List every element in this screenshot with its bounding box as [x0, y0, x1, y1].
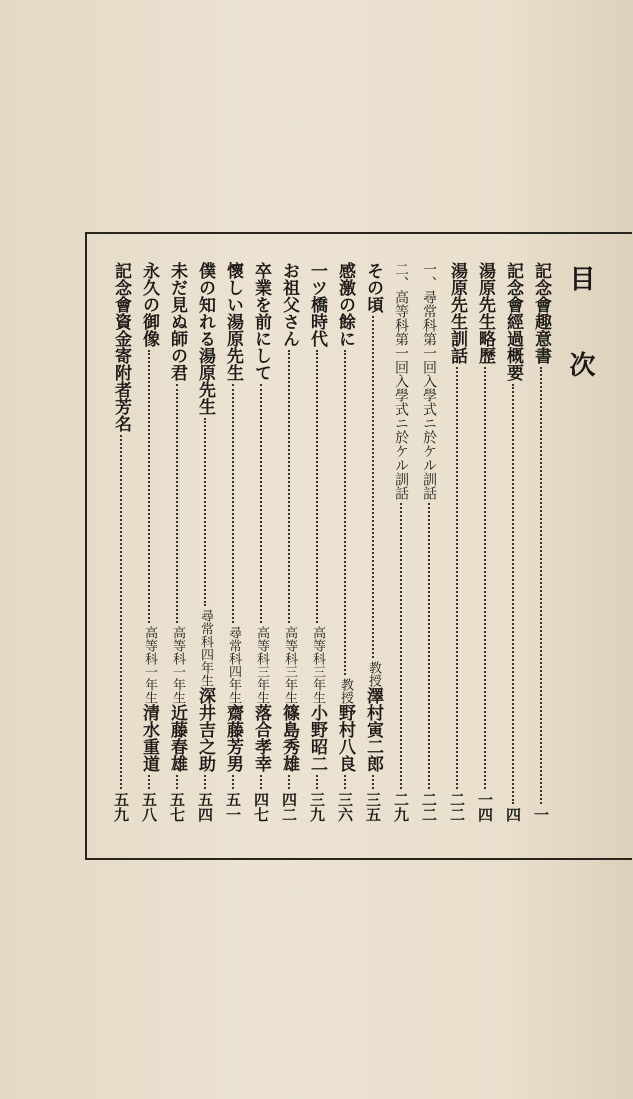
leader-dots: [512, 384, 514, 804]
leader-dots: [344, 775, 346, 789]
toc-entry[interactable]: [443, 262, 471, 822]
toc-entry-page-number: 五九: [112, 792, 130, 822]
author-affiliation: 教授: [338, 678, 353, 704]
author-name: 近藤春雄: [167, 704, 187, 772]
toc-entry-author: [331, 678, 359, 772]
toc-entry[interactable]: [163, 262, 191, 822]
leader-dots: [288, 775, 290, 789]
leader-dots: [484, 367, 486, 789]
toc-entry-page-number: 二二: [420, 792, 438, 822]
toc-entry-title: 僕の知れる湯原先生: [195, 262, 215, 415]
toc-entry-page-number: 五一: [224, 792, 242, 822]
author-name: 清水重道: [139, 704, 159, 772]
leader-dots: [260, 775, 262, 789]
author-affiliation: 教授: [366, 661, 381, 687]
leader-dots: [176, 384, 178, 623]
toc-entry-author: [359, 661, 387, 772]
toc-entry-page-number: 二九: [392, 792, 410, 822]
toc-entry-title: その頃: [363, 262, 383, 313]
toc-entry-page-number: 五八: [140, 792, 158, 822]
toc-entry-author: [219, 626, 247, 772]
toc-entry-title: 記念會經過概要: [503, 262, 523, 381]
toc-entry-page-number: 五七: [168, 792, 186, 822]
author-affiliation: 高等科三年生: [310, 626, 325, 704]
toc-entry-author: [247, 626, 275, 772]
leader-dots: [400, 503, 402, 789]
leader-dots: [176, 775, 178, 789]
toc-entry-title: 記念會資金寄附者芳名: [111, 262, 131, 432]
toc-entry-page-number: 四: [504, 807, 522, 822]
toc-entry-title: 懷しい湯原先生: [223, 262, 243, 381]
toc-entry-title: 湯原先生略歷: [475, 262, 495, 364]
toc-entry[interactable]: [387, 262, 415, 822]
toc-entry-title: 湯原先生訓話: [447, 262, 467, 364]
toc-entry[interactable]: [331, 262, 359, 822]
toc-entry-title: お祖父さん: [279, 262, 299, 347]
toc-entry[interactable]: [527, 262, 555, 822]
page-title: 目次: [565, 265, 595, 437]
toc-entry[interactable]: [107, 262, 135, 822]
author-affiliation: 高等科三年生: [254, 626, 269, 704]
author-affiliation: 高等科一年生: [142, 626, 157, 704]
leader-dots: [428, 503, 430, 789]
leader-dots: [204, 775, 206, 789]
author-name: 篠島秀雄: [279, 704, 299, 772]
leader-dots: [232, 775, 234, 789]
author-affiliation: 尋常科四年生: [226, 626, 241, 704]
toc-entry[interactable]: [191, 262, 219, 822]
leader-dots: [232, 384, 234, 623]
toc-entry-page-number: 一四: [476, 792, 494, 822]
toc-entry-page-number: 二二: [448, 792, 466, 822]
toc-entry-page-number: 三六: [336, 792, 354, 822]
leader-dots: [120, 435, 122, 789]
toc-entry[interactable]: [247, 262, 275, 822]
toc-entry[interactable]: [219, 262, 247, 822]
author-name: 落合孝幸: [251, 704, 271, 772]
toc-entry-author: [303, 626, 331, 772]
toc-entry-page-number: 四二: [280, 792, 298, 822]
toc-entry-title: 二、高等科第一回入學式ニ於ケル訓話: [393, 262, 409, 500]
toc-list: [105, 262, 555, 822]
toc-entry[interactable]: [415, 262, 443, 822]
leader-dots: [456, 367, 458, 789]
toc-entry-title: 未だ見ぬ師の君: [167, 262, 187, 381]
leader-dots: [316, 350, 318, 623]
leader-dots: [148, 350, 150, 623]
author-name: 澤村寅二郎: [363, 687, 383, 772]
toc-entry-page-number: 三九: [308, 792, 326, 822]
toc-entry-author: [191, 609, 219, 772]
toc-entry-title: 一ツ橋時代: [307, 262, 327, 347]
author-affiliation: 高等科一年生: [170, 626, 185, 704]
toc-entry[interactable]: [275, 262, 303, 822]
author-name: 齋藤芳男: [223, 704, 243, 772]
toc-entry[interactable]: [303, 262, 331, 822]
toc-entry-page-number: 三五: [364, 792, 382, 822]
toc-entry-title: 感激の餘に: [335, 262, 355, 347]
toc-entry-page-number: 四七: [252, 792, 270, 822]
leader-dots: [288, 350, 290, 623]
toc-entry-page-number: 五四: [196, 792, 214, 822]
bleed-through-shadow: [160, 130, 620, 210]
toc-entry-title: 一、尋常科第一回入學式ニ於ケル訓話: [421, 262, 437, 500]
toc-entry[interactable]: [499, 262, 527, 822]
toc-entry[interactable]: [359, 262, 387, 822]
toc-entry-title: 卒業を前にして: [251, 262, 271, 381]
author-affiliation: 高等科三年生: [282, 626, 297, 704]
toc-entry-title: 記念會趣意書: [531, 262, 551, 364]
leader-dots: [540, 367, 542, 804]
author-name: 深井吉之助: [195, 687, 215, 772]
toc-entry-page-number: 一: [532, 807, 550, 822]
toc-entry[interactable]: [135, 262, 163, 822]
leader-dots: [148, 775, 150, 789]
author-affiliation: 尋常科四年生: [198, 609, 213, 687]
leader-dots: [316, 775, 318, 789]
toc-entry-author: [135, 626, 163, 772]
toc-entry-author: [275, 626, 303, 772]
leader-dots: [344, 350, 346, 675]
toc-entry[interactable]: [471, 262, 499, 822]
leader-dots: [372, 316, 374, 658]
toc-entry-title: 永久の御像: [139, 262, 159, 347]
leader-dots: [204, 418, 206, 606]
leader-dots: [260, 384, 262, 623]
toc-entry-author: [163, 626, 191, 772]
leader-dots: [372, 775, 374, 789]
author-name: 小野昭二: [307, 704, 327, 772]
author-name: 野村八良: [335, 704, 355, 772]
